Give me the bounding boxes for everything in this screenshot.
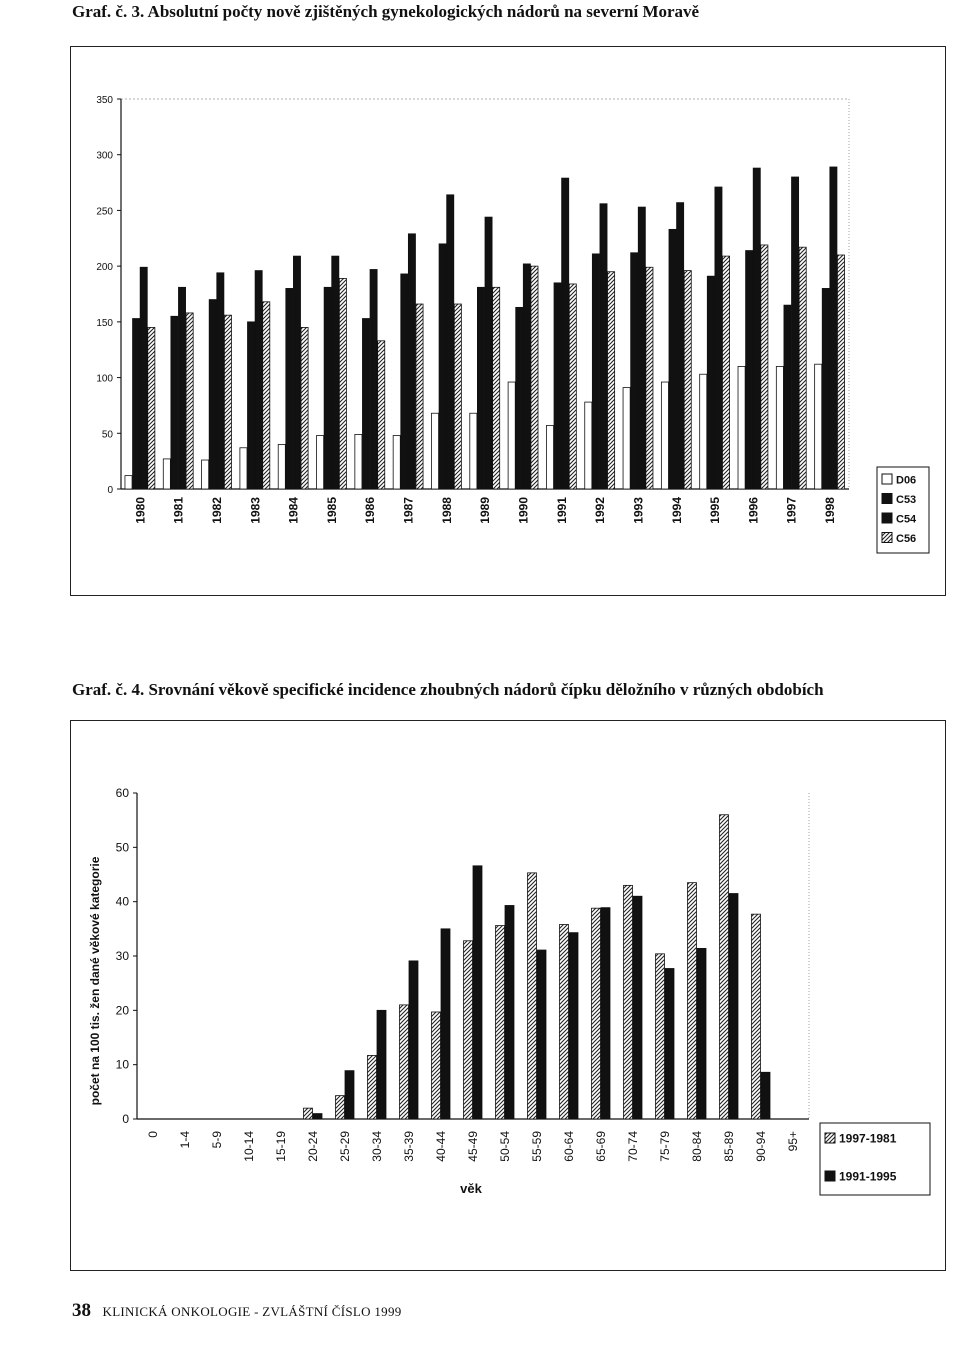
chart3-bar-d06-1992 (585, 402, 592, 489)
chart3-bar-d06-1991 (546, 425, 553, 489)
chart3-bar-c54-1994 (677, 203, 684, 489)
chart4-x-tick-label-95-: 95+ (786, 1131, 801, 1152)
chart4-y-tick-label-0: 0 (122, 1112, 129, 1126)
chart4-y-tick-label-4: 40 (115, 894, 129, 909)
chart3-bar-c53-1987 (401, 274, 408, 489)
chart3-y-tick-label-6: 300 (96, 150, 113, 162)
chart3-bar-d06-1994 (661, 382, 668, 489)
chart3-x-tick-label-1997: 1997 (784, 497, 799, 524)
chart4-y-tick-label-3: 30 (115, 949, 129, 963)
chart4-x-tick-label-30-34: 30-34 (370, 1131, 385, 1162)
chart3-bar-c56-1995 (722, 256, 729, 489)
chart3-bar-c54-1993 (638, 207, 645, 489)
chart3-bar-c56-1993 (646, 267, 653, 489)
chart3-bar-d06-1981 (163, 459, 170, 489)
chart3-bar-c56-1987 (416, 304, 423, 489)
chart3-y-tick-label-2: 100 (96, 373, 113, 385)
page-number: 38 (72, 1300, 91, 1321)
chart3-y-tick-label-4: 200 (96, 262, 113, 274)
chart3-bar-c56-1985 (339, 278, 346, 489)
chart4-legend-swatch-1997-1981 (825, 1133, 835, 1143)
chart3-bar-c53-1985 (324, 287, 331, 489)
chart3-bar-c56-1997 (799, 247, 806, 489)
chart4-bar-1991-1995-55-59 (537, 950, 546, 1119)
chart4-x-tick-label-5-9: 5-9 (210, 1131, 225, 1149)
chart3-x-tick-label-1984: 1984 (286, 497, 301, 524)
chart4-legend-label-1997-1981: 1997-1981 (839, 1131, 897, 1146)
chart3-bar-c54-1986 (370, 269, 377, 489)
chart3-legend-swatch-c53 (882, 494, 892, 504)
chart4-x-tick-label-55-59: 55-59 (530, 1131, 545, 1162)
chart3-bar-d06-1986 (355, 434, 362, 489)
chart3-bar-c53-1997 (784, 305, 791, 489)
chart3-bar-c53-1998 (822, 288, 829, 489)
chart3-legend-swatch-c54 (882, 513, 892, 523)
chart3-bar-c54-1981 (178, 287, 185, 489)
chart3-bar-c54-1987 (408, 234, 415, 489)
chart4-bar-1997-1981-25-29 (336, 1096, 345, 1119)
chart3-bar-d06-1995 (700, 374, 707, 489)
chart4-bar-1991-1995-30-34 (377, 1010, 386, 1119)
chart3-bar-d06-1983 (240, 448, 247, 489)
chart3-bar-c53-1989 (477, 287, 484, 489)
chart3-bar-c53-1983 (248, 322, 255, 489)
chart3-y-tick-label-7: 350 (96, 95, 113, 106)
chart4-bar-1997-1981-50-54 (496, 926, 505, 1119)
chart3-legend-label-c54: C54 (896, 513, 917, 526)
chart4-x-tick-label-40-44: 40-44 (434, 1131, 449, 1162)
chart4-bar-1991-1995-90-94 (761, 1072, 770, 1119)
chart3-bar-d06-1982 (202, 460, 209, 489)
page-footer (72, 1300, 402, 1322)
chart3-bar-d06-1989 (470, 413, 477, 489)
chart3-bar-c54-1985 (332, 256, 339, 489)
chart4-y-tick-label-5: 50 (115, 840, 129, 855)
chart3-bar-c54-1990 (523, 264, 530, 489)
chart4-x-tick-label-25-29: 25-29 (338, 1131, 353, 1162)
chart4-x-tick-label-65-69: 65-69 (594, 1131, 609, 1162)
chart3-x-tick-label-1991: 1991 (554, 497, 569, 524)
chart3-bar-c53-1981 (171, 316, 178, 489)
chart4-x-tick-label-20-24: 20-24 (306, 1131, 321, 1162)
chart3-x-tick-label-1990: 1990 (516, 497, 531, 524)
chart3-bar-c53-1992 (592, 254, 599, 489)
chart4-x-tick-label-90-94: 90-94 (754, 1131, 769, 1162)
chart4-x-tick-label-60-64: 60-64 (562, 1131, 577, 1162)
chart3-bar-d06-1990 (508, 382, 515, 489)
chart4-bar-1991-1995-35-39 (409, 961, 418, 1119)
chart3-bar-c54-1996 (753, 168, 760, 489)
chart3-bar-c53-1982 (209, 300, 216, 489)
chart3-bar-c56-1998 (837, 255, 844, 489)
chart3-bar-c54-1989 (485, 217, 492, 489)
chart3-bar-c54-1991 (562, 178, 569, 489)
chart3-x-tick-label-1994: 1994 (669, 497, 684, 524)
chart3-bar-c53-1991 (554, 283, 561, 489)
chart4-x-tick-label-35-39: 35-39 (402, 1131, 417, 1162)
chart3-bar-c54-1988 (447, 195, 454, 489)
chart4-x-tick-label-50-54: 50-54 (498, 1131, 513, 1162)
chart3-x-tick-label-1987: 1987 (401, 497, 416, 524)
chart4-bar-1997-1981-70-74 (624, 885, 633, 1119)
chart3-x-tick-label-1989: 1989 (478, 497, 493, 524)
chart3-x-tick-label-1983: 1983 (248, 497, 263, 524)
chart3-bar-c53-1993 (631, 253, 638, 489)
chart3-x-tick-label-1985: 1985 (324, 497, 339, 524)
chart3-bar-c56-1982 (224, 315, 231, 489)
chart3-x-tick-label-1982: 1982 (209, 497, 224, 524)
chart-4-frame (70, 720, 946, 1271)
chart4-bar-1997-1981-35-39 (400, 1005, 409, 1119)
chart4-bar-1991-1995-60-64 (569, 933, 578, 1119)
chart3-bar-c53-1995 (707, 276, 714, 489)
chart3-y-tick-label-5: 250 (96, 206, 113, 218)
chart3-bar-c56-1983 (263, 302, 270, 489)
chart4-x-tick-label-85-89: 85-89 (722, 1131, 737, 1162)
chart4-legend-swatch-1991-1995 (825, 1171, 835, 1181)
chart4-bar-1997-1981-45-49 (464, 941, 473, 1119)
chart4-x-tick-label-45-49: 45-49 (466, 1131, 481, 1162)
chart3-bar-c54-1984 (293, 256, 300, 489)
chart3-y-tick-label-1: 50 (101, 429, 113, 441)
chart3-bar-c54-1983 (255, 271, 262, 489)
chart3-bar-c56-1984 (301, 327, 308, 489)
chart4-bar-1991-1995-20-24 (313, 1114, 322, 1119)
chart3-bar-d06-1987 (393, 436, 400, 489)
chart3-bar-d06-1988 (431, 413, 438, 489)
chart4-x-tick-label-70-74: 70-74 (626, 1131, 641, 1162)
chart-3-frame (70, 46, 946, 596)
chart4-x-tick-label-1-4: 1-4 (178, 1131, 193, 1149)
chart4-bar-1991-1995-70-74 (633, 896, 642, 1119)
chart3-bar-c53-1986 (362, 319, 369, 489)
chart3-bar-c56-1986 (378, 341, 385, 489)
chart3-legend-label-c56: C56 (896, 533, 917, 545)
chart3-legend-label-c53: C53 (896, 494, 917, 506)
chart3-bar-d06-1998 (815, 364, 822, 489)
chart4-y-tick-label-6: 60 (115, 786, 129, 800)
chart3-bar-c56-1996 (761, 245, 768, 489)
chart3-bar-c56-1989 (493, 287, 500, 489)
chart3-x-tick-label-1998: 1998 (823, 497, 838, 524)
chart3-legend-label-d06: D06 (896, 474, 917, 487)
chart4-bar-1991-1995-65-69 (601, 908, 610, 1119)
chart4-bar-1997-1981-90-94 (752, 914, 761, 1119)
chart3-bar-c53-1988 (439, 244, 446, 489)
chart3-bar-d06-1997 (776, 366, 783, 489)
chart4-x-tick-label-75-79: 75-79 (658, 1131, 673, 1162)
chart3-bar-d06-1985 (317, 436, 324, 489)
chart3-bar-c56-1992 (608, 272, 615, 489)
chart-3-svg (71, 47, 945, 595)
chart4-x-tick-label-80-84: 80-84 (690, 1131, 705, 1162)
chart4-x-axis-title: věk (460, 1181, 482, 1196)
chart3-x-tick-label-1981: 1981 (171, 497, 186, 524)
chart3-x-tick-label-1995: 1995 (708, 497, 723, 524)
chart3-bar-c56-1981 (186, 313, 193, 489)
chart3-bar-d06-1980 (125, 476, 132, 489)
chart4-bar-1991-1995-25-29 (345, 1071, 354, 1119)
chart4-y-tick-label-1: 10 (115, 1057, 129, 1072)
chart3-bar-c54-1992 (600, 204, 607, 489)
chart4-legend-label-1991-1995: 1991-1995 (839, 1169, 897, 1184)
chart3-bar-c54-1998 (830, 167, 837, 489)
chart4-x-tick-label-10-14: 10-14 (242, 1131, 257, 1162)
chart4-bar-1991-1995-45-49 (473, 866, 482, 1119)
chart3-x-tick-label-1980: 1980 (133, 497, 148, 524)
chart4-x-tick-label-0: 0 (146, 1131, 161, 1138)
chart3-bar-c56-1994 (684, 271, 691, 489)
chart4-bar-1997-1981-20-24 (304, 1108, 313, 1119)
chart-4-svg (71, 721, 945, 1270)
chart4-bar-1991-1995-80-84 (697, 948, 706, 1119)
chart4-bar-1997-1981-60-64 (560, 924, 569, 1119)
chart3-bar-c56-1991 (569, 284, 576, 489)
chart3-bar-c54-1982 (217, 273, 224, 489)
chart-3-title: Graf. č. 3. Absolutní počty nově zjištěných gynekologických nádorů na severní Moravě (72, 2, 700, 21)
chart3-y-tick-label-0: 0 (107, 485, 113, 496)
chart3-legend-swatch-c56 (882, 533, 892, 543)
chart3-bar-d06-1984 (278, 444, 285, 489)
chart3-x-tick-label-1986: 1986 (363, 497, 378, 524)
chart4-bar-1991-1995-75-79 (665, 968, 674, 1119)
chart3-legend-swatch-d06 (882, 474, 892, 484)
chart-4-title: Graf. č. 4. Srovnání věkově specifické incidence zhoubných nádorů čípku děložního v různých obdobích (72, 680, 824, 699)
chart3-bar-c54-1980 (140, 267, 147, 489)
chart4-legend (820, 1123, 930, 1195)
chart3-bar-c53-1984 (286, 288, 293, 489)
chart4-y-axis-title: počet na 100 tis. žen dané věkové kategorie (88, 856, 102, 1106)
chart3-bar-c56-1990 (531, 266, 538, 489)
chart4-bar-1991-1995-50-54 (505, 905, 514, 1119)
chart4-bar-1997-1981-65-69 (592, 908, 601, 1119)
chart3-x-tick-label-1996: 1996 (746, 497, 761, 524)
chart4-bar-1997-1981-80-84 (688, 883, 697, 1119)
chart3-legend (877, 467, 929, 553)
chart3-x-tick-label-1992: 1992 (593, 497, 608, 524)
chart3-bar-c54-1997 (792, 177, 799, 489)
chart3-bar-c53-1980 (133, 319, 140, 489)
chart3-y-tick-label-3: 150 (96, 317, 113, 329)
chart3-x-tick-label-1988: 1988 (439, 497, 454, 524)
chart4-bar-1991-1995-40-44 (441, 929, 450, 1119)
chart4-bar-1997-1981-75-79 (656, 954, 665, 1119)
chart4-x-tick-label-15-19: 15-19 (274, 1131, 289, 1162)
chart3-bar-d06-1996 (738, 366, 745, 489)
journal-name: KLINICKÁ ONKOLOGIE - ZVLÁŠTNÍ ČÍSLO 1999 (102, 1304, 402, 1319)
chart4-y-tick-label-2: 20 (115, 1003, 129, 1018)
chart4-bar-1997-1981-40-44 (432, 1012, 441, 1119)
chart3-bar-c56-1988 (454, 304, 461, 489)
chart3-bar-c54-1995 (715, 187, 722, 489)
chart4-bar-1997-1981-30-34 (368, 1055, 377, 1119)
chart3-bar-c53-1990 (516, 307, 523, 489)
chart3-x-tick-label-1993: 1993 (631, 497, 646, 524)
chart3-bar-d06-1993 (623, 388, 630, 489)
chart4-bar-1997-1981-55-59 (528, 873, 537, 1119)
chart4-bar-1997-1981-85-89 (720, 815, 729, 1119)
chart3-bar-c53-1996 (746, 251, 753, 489)
chart4-bar-1991-1995-85-89 (729, 894, 738, 1119)
chart3-bar-c56-1980 (148, 327, 155, 489)
chart3-bar-c53-1994 (669, 229, 676, 489)
